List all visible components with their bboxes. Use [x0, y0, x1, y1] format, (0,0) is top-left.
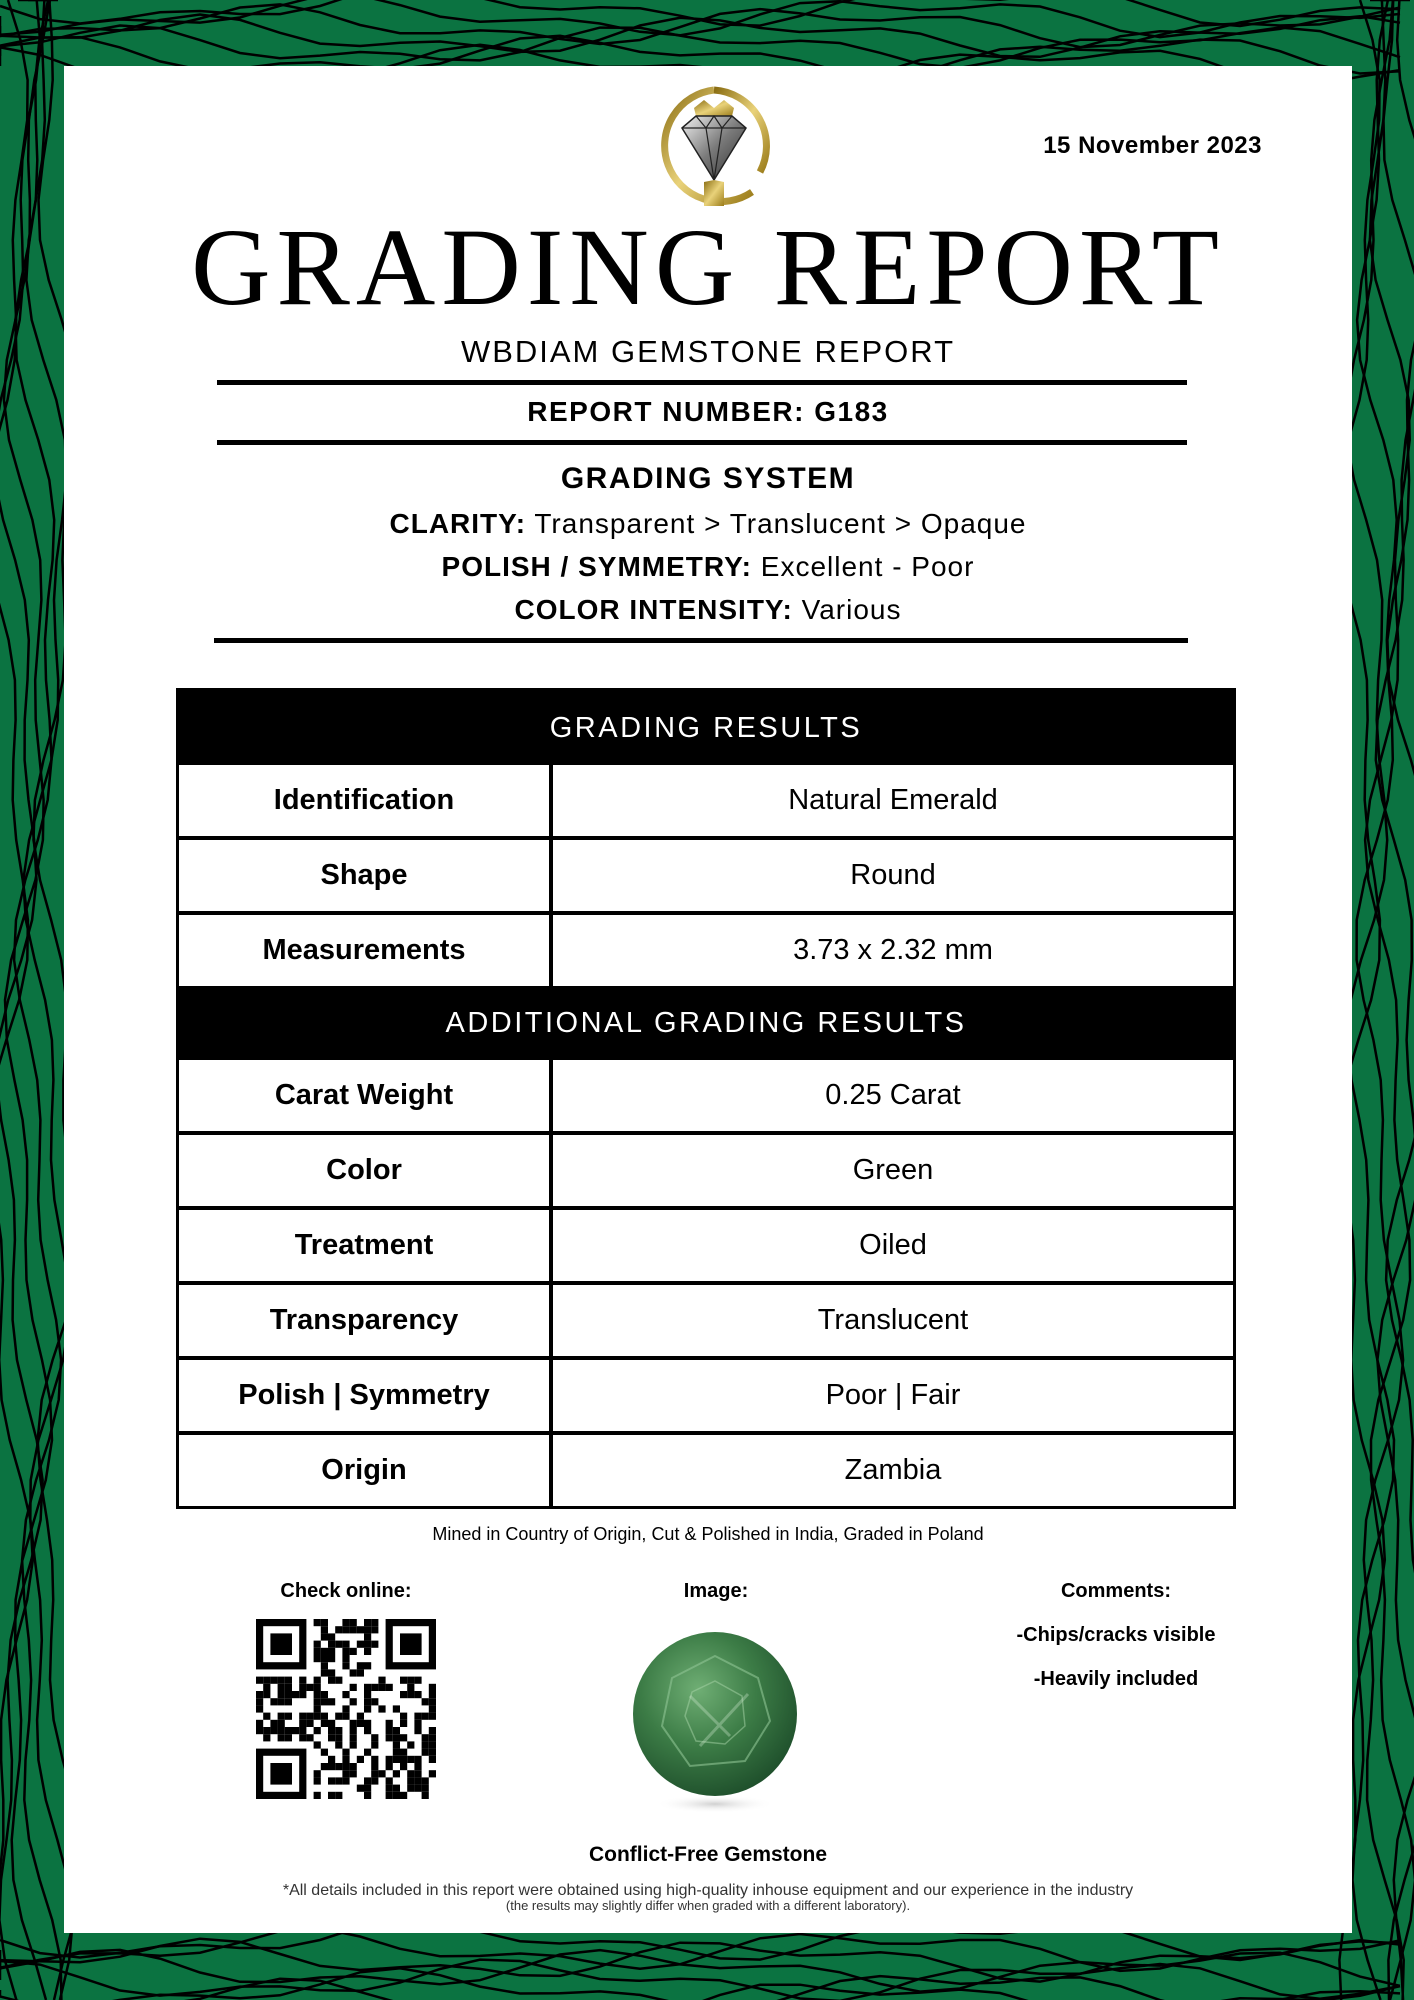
row-label: Identification — [179, 765, 549, 836]
crowned-diamond-logo-icon — [652, 84, 776, 208]
color-intensity-value: Various — [801, 594, 902, 625]
table-row — [179, 1210, 1233, 1281]
row-label: Color — [179, 1135, 549, 1206]
comment-item: -Chips/cracks visible — [1016, 1624, 1216, 1646]
color-intensity-label: COLOR INTENSITY: — [514, 594, 793, 625]
contour-line — [0, 1928, 1400, 1971]
image-label: Image: — [683, 1580, 749, 1602]
check-online-label: Check online: — [280, 1580, 412, 1602]
report-number: REPORT NUMBER: G183 — [527, 396, 889, 427]
row-value: Natural Emerald — [553, 765, 1233, 836]
row-label: Carat Weight — [179, 1060, 549, 1131]
row-value: 0.25 Carat — [553, 1060, 1233, 1131]
contour-line — [0, 0, 43, 2000]
row-value: Translucent — [553, 1285, 1233, 1356]
origin-footnote: Mined in Country of Origin, Cut & Polished in India, Graded in Poland — [432, 1524, 984, 1544]
conflict-free-label: Conflict-Free Gemstone — [588, 1843, 828, 1866]
row-label: Shape — [179, 840, 549, 911]
comment-item: -Heavily included — [1033, 1668, 1199, 1690]
additional-results-heading: ADDITIONAL GRADING RESULTS — [179, 986, 1233, 1060]
grading-system-heading: GRADING SYSTEM — [560, 462, 856, 495]
report-sheet — [64, 66, 1352, 1933]
emerald-gem-photo-icon — [630, 1626, 800, 1816]
polish-value: Excellent - Poor — [760, 551, 975, 582]
table-row — [179, 915, 1233, 986]
grading-results-heading: GRADING RESULTS — [179, 691, 1233, 765]
table-row — [179, 1360, 1233, 1431]
table-row — [179, 840, 1233, 911]
row-value: 3.73 x 2.32 mm — [553, 915, 1233, 986]
clarity-value: Transparent > Translucent > Opaque — [534, 508, 1027, 539]
table-row — [179, 765, 1233, 836]
report-date: 15 November 2023 — [1043, 132, 1262, 159]
row-label: Treatment — [179, 1210, 549, 1281]
row-value: Zambia — [553, 1435, 1233, 1506]
row-value: Oiled — [553, 1210, 1233, 1281]
divider — [217, 380, 1187, 385]
table-row — [179, 1285, 1233, 1356]
grading-results-table — [176, 688, 1236, 1509]
qr-code-icon[interactable] — [256, 1619, 436, 1799]
page-subtitle: WBDIAM GEMSTONE REPORT — [460, 334, 956, 369]
disclaimer-note: (the results may slightly differ when graded with a different laboratory). — [505, 1898, 911, 1913]
table-row — [179, 1435, 1233, 1506]
grading-system-color — [64, 594, 1352, 626]
table-row — [179, 1135, 1233, 1206]
clarity-label: CLARITY: — [389, 508, 527, 539]
row-value: Green — [553, 1135, 1233, 1206]
row-value: Poor | Fair — [553, 1360, 1233, 1431]
row-label: Transparency — [179, 1285, 549, 1356]
row-value: Round — [553, 840, 1233, 911]
polish-label: POLISH / SYMMETRY: — [441, 551, 753, 582]
table-row — [179, 1060, 1233, 1131]
row-label: Measurements — [179, 915, 549, 986]
row-label: Polish | Symmetry — [179, 1360, 549, 1431]
divider — [217, 440, 1187, 445]
page-title: GRADING REPORT — [191, 206, 1225, 328]
comments-label: Comments: — [1060, 1580, 1171, 1602]
grading-system-polish — [64, 551, 1352, 583]
disclaimer: *All details included in this report were obtained using high-quality inhouse equipment and our experience in the industry — [282, 1882, 1134, 1899]
divider — [214, 638, 1188, 643]
grading-system-clarity — [64, 508, 1352, 540]
row-label: Origin — [179, 1435, 549, 1506]
